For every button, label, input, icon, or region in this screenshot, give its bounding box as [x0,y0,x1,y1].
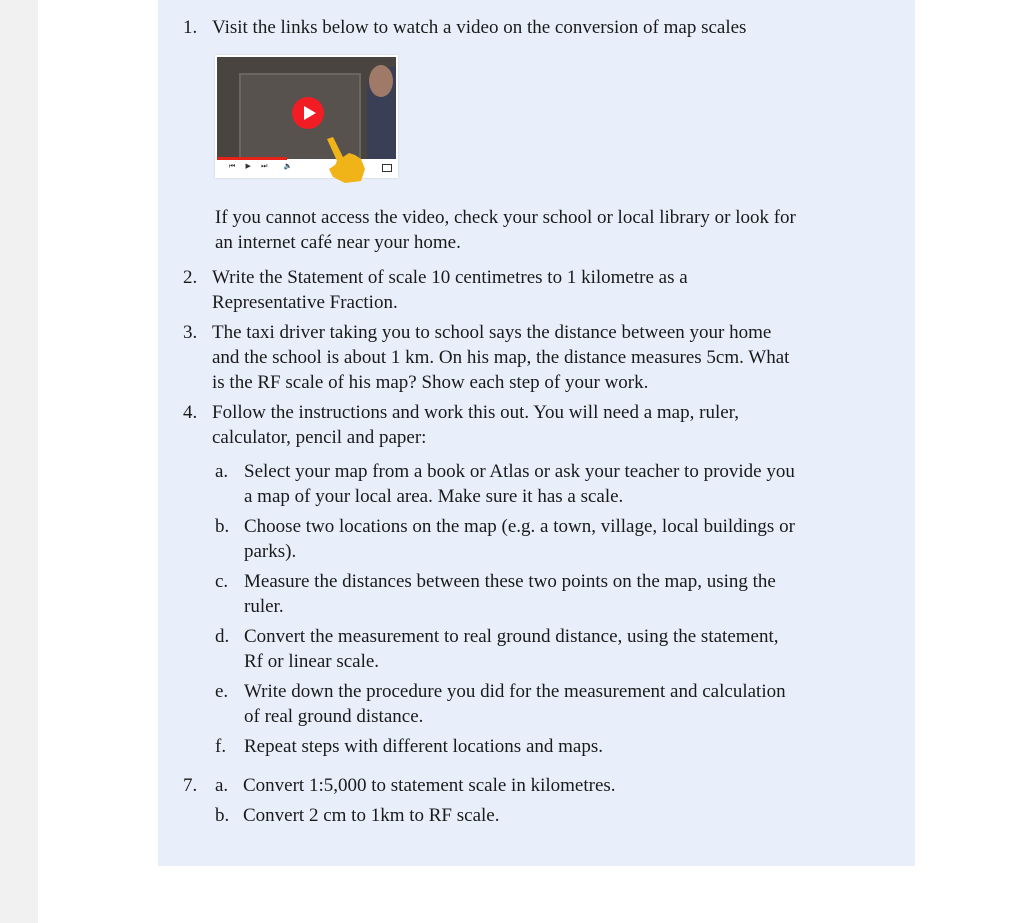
sub-item-a [244,459,795,509]
sub-letter: f. [215,736,227,757]
video-note-line: If you cannot access the video, check your school or local library or look for [215,207,796,228]
sub-letter: a. [215,461,229,482]
sub-item-e [244,679,786,729]
video-frame [217,57,396,159]
sub-letter: b. [215,805,230,826]
text-line: a map of your local area. Make sure it has a scale. [244,486,624,507]
text-line: calculator, pencil and paper: [212,427,427,448]
item-3-number: 3. [183,322,198,343]
video-controls-icon[interactable]: ⏮ ▶ ⏭ 🔈 [229,162,297,170]
item-1-text: Visit the links below to watch a video on the conversion of map scales [212,17,747,38]
item-7-number: 7. [183,775,198,796]
fullscreen-icon[interactable] [382,164,392,172]
item-4-number: 4. [183,402,198,423]
text-line: ruler. [244,596,284,617]
left-gutter [0,0,38,923]
item-2-number: 2. [183,267,198,288]
sub-letter: c. [215,571,229,592]
item-4-text [212,400,739,450]
text-line: Representative Fraction. [212,292,398,313]
text-line: Repeat steps with different locations and maps. [244,736,603,757]
item-1-number: 1. [183,17,198,38]
text-line: The taxi driver taking you to school says the distance between your home [212,322,772,343]
item-2-text [212,265,688,315]
text-line: is the RF scale of his map? Show each step of your work. [212,372,649,393]
video-thumbnail[interactable] [215,55,398,178]
video-progress-bar[interactable] [217,157,287,160]
play-icon[interactable] [292,97,324,129]
text-line: Rf or linear scale. [244,651,380,672]
sub-letter: e. [215,681,229,702]
text-line: parks). [244,541,297,562]
sub-letter: a. [215,775,229,796]
text-line: Select your map from a book or Atlas or ask your teacher to provide you [244,461,795,482]
text-line: and the school is about 1 km. On his map, the distance measures 5cm. What [212,347,790,368]
item-7b-text: Convert 2 cm to 1km to RF scale. [243,805,500,826]
video-note [215,205,796,255]
text-line: of real ground distance. [244,706,424,727]
item-7a-text: Convert 1:5,000 to statement scale in kilometres. [243,775,616,796]
text-line: Write down the procedure you did for the measurement and calculation [244,681,786,702]
sub-letter: d. [215,626,230,647]
pointing-hand-icon [323,135,367,185]
presenter-head [369,65,393,97]
sub-item-b [244,514,795,564]
sub-item-f [244,734,603,759]
sub-item-c [244,569,776,619]
sub-letter: b. [215,516,230,537]
text-line: Write the Statement of scale 10 centimetres to 1 kilometre as a [212,267,688,288]
item-3-text [212,320,789,395]
text-line: Choose two locations on the map (e.g. a town, village, local buildings or [244,516,795,537]
text-line: Follow the instructions and work this out. You will need a map, ruler, [212,402,739,423]
sub-item-d [244,624,779,674]
video-note-line: an internet café near your home. [215,232,461,253]
text-line: Convert the measurement to real ground distance, using the statement, [244,626,779,647]
text-line: Measure the distances between these two points on the map, using the [244,571,776,592]
